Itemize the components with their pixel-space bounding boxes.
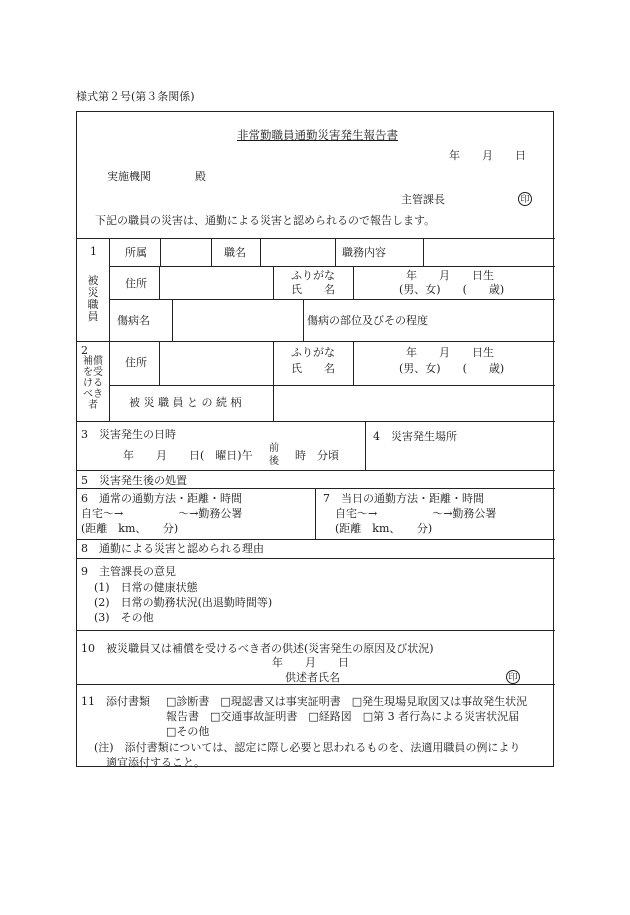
s11-line-1[interactable]: □診断書 □現認書又は事実証明書 □発生現場見取図又は事故発生状況	[166, 695, 528, 708]
s2-furigana-label: ふりがな	[291, 346, 335, 359]
s2-number: 2	[81, 344, 88, 357]
s11-line-3[interactable]: □その他	[166, 725, 210, 738]
s10-seal-mark: 印	[506, 670, 520, 684]
s1-number: 1	[90, 245, 97, 258]
s11-label: 11 添付書類	[81, 695, 150, 708]
s11-line-2[interactable]: 報告書 □交通事故証明書 □経路図 □第 3 者行為による災害状況届	[166, 710, 520, 723]
s7-label: 7 当日の通勤方法・距離・時間	[323, 492, 484, 505]
s10-date[interactable]: 年 月 日	[272, 656, 349, 669]
s1-address-label: 住所	[125, 277, 147, 290]
s1-birth-date[interactable]: 年 月 日生	[406, 269, 494, 282]
s10-label: 10 被災職員又は補償を受けるべき者の供述(災害発生の原因及び状況)	[81, 642, 434, 655]
s1-duties-label: 職務内容	[342, 246, 386, 259]
s1-side-label: 被災職員	[87, 274, 99, 323]
s3-am: 前	[269, 443, 279, 454]
seal-mark: 印	[518, 192, 532, 206]
s7-route[interactable]: 自宅～→ ～→勤務公署	[335, 507, 497, 520]
s9-item-2: (2) 日常の勤務状況(出退勤時間等)	[94, 596, 273, 609]
reporter-label: 主管課長	[401, 193, 445, 206]
s1-sex-age[interactable]: (男、女) ( 歳)	[399, 283, 505, 296]
s6-label: 6 通常の通勤方法・距離・時間	[81, 492, 242, 505]
intro-text: 下記の職員の災害は、通勤による災害と認められるので報告します。	[95, 214, 436, 227]
form-number: 様式第２号(第３条関係)	[76, 90, 195, 103]
s1-name-label: 氏 名	[291, 283, 335, 296]
s6-distance[interactable]: (距離 km、 分)	[81, 522, 179, 535]
s2-side-label: 補償を受けるべき者	[83, 356, 103, 411]
s2-address-label: 住所	[125, 356, 147, 369]
s6-route[interactable]: 自宅～→ ～→勤務公署	[81, 507, 243, 520]
s3-time[interactable]: 時 分頃	[295, 449, 339, 462]
s2-relation-label: 被 災 職 員 と の 続 柄	[129, 396, 242, 409]
s9-item-3: (3) その他	[94, 611, 154, 624]
report-date[interactable]: 年 月 日	[449, 149, 526, 162]
s3-label: 3 災害発生の日時	[81, 428, 176, 441]
s2-sex-age[interactable]: (男、女) ( 歳)	[399, 362, 505, 375]
s3-pm: 後	[269, 456, 279, 467]
s1-furigana-label: ふりがな	[291, 269, 335, 282]
s3-datetime[interactable]: 年 月 日( 曜日)午	[123, 449, 253, 462]
s4-label: 4 災害発生場所	[373, 430, 457, 443]
s7-distance[interactable]: (距離 km、 分)	[335, 522, 433, 535]
s10-signer-label: 供述者氏名	[285, 671, 340, 684]
s2-birth-date[interactable]: 年 月 日生	[406, 346, 494, 359]
s1-job-title-label: 職名	[224, 246, 246, 259]
report-form	[76, 111, 554, 767]
addressee: 実施機関 殿	[107, 170, 206, 183]
s11-note-2: 適宜添付すること。	[106, 756, 205, 769]
s8-label: 8 通勤による災害と認められる理由	[81, 542, 264, 555]
s9-item-1: (1) 日常の健康状態	[94, 581, 198, 594]
form-title: 非常勤職員通勤災害発生報告書	[237, 128, 398, 142]
s9-label: 9 主管課長の意見	[81, 565, 176, 578]
s11-note-1: (注) 添付書類については、認定に際し必要と思われるものを、法適用職員の例により	[94, 741, 521, 754]
s2-name-label: 氏 名	[291, 362, 335, 375]
s1-injury-part-label: 傷病の部位及びその程度	[307, 314, 428, 327]
s1-injury-name-label: 傷病名	[117, 314, 150, 327]
s1-affiliation-label: 所属	[125, 246, 147, 259]
s5-label: 5 災害発生後の処置	[81, 474, 187, 487]
